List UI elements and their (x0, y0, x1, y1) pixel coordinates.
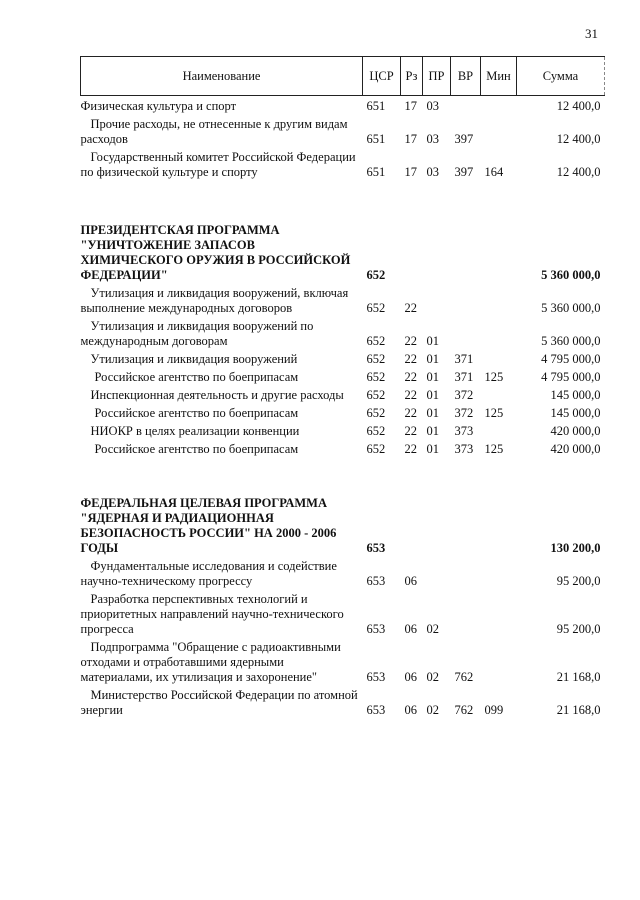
table-row (81, 403, 605, 421)
cell-name: ПРЕЗИДЕНТСКАЯ ПРОГРАММА "УНИЧТОЖЕНИЕ ЗАПАСОВ ХИМИЧЕСКОГО ОРУЖИЯ В РОССИЙСКОЙ ФЕДЕРАЦИИ" (80, 223, 351, 282)
cell-vr: 371 (454, 352, 474, 366)
cell-rz (401, 220, 423, 283)
cell-vr (451, 493, 481, 556)
cell-vr: 762 (454, 703, 474, 717)
cell-pr: 01 (426, 370, 439, 384)
cell-pr: 01 (426, 442, 439, 456)
cell-min: 164 (484, 165, 504, 179)
cell-csr: 653 (366, 703, 386, 717)
cell-min: 125 (484, 370, 504, 384)
cell-pr: 03 (426, 99, 439, 113)
cell-sum: 130 200,0 (550, 541, 601, 555)
cell-name: Российское агентство по боеприпасам (94, 406, 299, 420)
cell-pr (423, 220, 451, 283)
table-row (81, 685, 605, 718)
cell-pr: 01 (426, 388, 439, 402)
cell-min (481, 589, 517, 637)
cell-pr: 02 (426, 622, 439, 636)
cell-rz: 17 (404, 132, 417, 146)
cell-rz: 22 (404, 301, 417, 315)
cell-csr: 651 (366, 99, 386, 113)
cell-csr: 653 (366, 622, 386, 636)
cell-min: 125 (484, 442, 504, 456)
cell-pr (423, 283, 451, 316)
cell-vr (451, 316, 481, 349)
cell-vr: 373 (454, 424, 474, 438)
cell-pr: 01 (426, 352, 439, 366)
header-pr: ПР (423, 57, 451, 96)
cell-rz: 06 (404, 574, 417, 588)
cell-csr: 653 (366, 541, 386, 555)
cell-vr (451, 283, 481, 316)
cell-rz: 22 (404, 388, 417, 402)
cell-sum: 12 400,0 (556, 132, 601, 146)
cell-vr: 372 (454, 388, 474, 402)
cell-csr: 651 (366, 165, 386, 179)
cell-sum: 4 795 000,0 (541, 352, 601, 366)
cell-rz: 22 (404, 406, 417, 420)
cell-vr: 762 (454, 670, 474, 684)
cell-name: ФЕДЕРАЛЬНАЯ ЦЕЛЕВАЯ ПРОГРАММА "ЯДЕРНАЯ И РАДИАЦИОННАЯ БЕЗОПАСНОСТЬ РОССИИ" НА 2000 - 2006 ГОДЫ (80, 496, 337, 555)
table-row (81, 493, 605, 556)
cell-pr (423, 493, 451, 556)
cell-name: Разработка перспективных технологий и приоритетных направлений научно-технического прогресса (80, 592, 344, 636)
cell-pr (423, 556, 451, 589)
table-body (81, 96, 605, 719)
cell-vr (451, 589, 481, 637)
table-row (81, 589, 605, 637)
cell-min (481, 349, 517, 367)
cell-sum: 95 200,0 (556, 574, 601, 588)
cell-csr: 652 (366, 334, 386, 348)
cell-name: Физическая культура и спорт (80, 99, 237, 113)
cell-csr: 652 (366, 301, 386, 315)
header-min: Мин (481, 57, 517, 96)
cell-vr: 397 (454, 132, 474, 146)
cell-min (481, 220, 517, 283)
table-row (81, 556, 605, 589)
cell-vr: 397 (454, 165, 474, 179)
cell-min (481, 421, 517, 439)
table-row (81, 316, 605, 349)
cell-sum: 5 360 000,0 (541, 301, 601, 315)
table-row (81, 283, 605, 316)
cell-vr (451, 556, 481, 589)
cell-pr: 01 (426, 424, 439, 438)
cell-csr: 653 (366, 670, 386, 684)
spacer-cell (81, 457, 605, 493)
cell-pr: 02 (426, 703, 439, 717)
cell-pr: 03 (426, 165, 439, 179)
cell-name: Утилизация и ликвидация вооружений (90, 352, 298, 366)
cell-rz: 17 (404, 165, 417, 179)
cell-rz (401, 493, 423, 556)
cell-sum: 5 360 000,0 (541, 268, 601, 282)
cell-vr: 373 (454, 442, 474, 456)
cell-sum: 420 000,0 (550, 442, 601, 456)
cell-name: Российское агентство по боеприпасам (94, 370, 299, 384)
cell-vr: 372 (454, 406, 474, 420)
cell-name: Утилизация и ликвидация вооружений, включая выполнение международных договоров (80, 286, 349, 315)
cell-pr: 02 (426, 670, 439, 684)
cell-name: Министерство Российской Федерации по атомной энергии (80, 688, 358, 717)
cell-name: НИОКР в целях реализации конвенции (90, 424, 300, 438)
cell-name: Российское агентство по боеприпасам (94, 442, 299, 456)
header-sum: Сумма (517, 57, 605, 96)
cell-rz: 22 (404, 424, 417, 438)
cell-min (481, 316, 517, 349)
cell-min (481, 114, 517, 147)
cell-sum: 145 000,0 (550, 406, 601, 420)
budget-table (80, 56, 605, 718)
cell-sum: 145 000,0 (550, 388, 601, 402)
cell-name: Инспекционная деятельность и другие расходы (90, 388, 344, 402)
cell-sum: 5 360 000,0 (541, 334, 601, 348)
cell-vr (451, 96, 481, 115)
cell-pr: 03 (426, 132, 439, 146)
table-row (81, 220, 605, 283)
cell-rz: 22 (404, 352, 417, 366)
table-header (81, 57, 605, 96)
cell-min (481, 283, 517, 316)
cell-rz: 22 (404, 442, 417, 456)
table-row (81, 96, 605, 115)
cell-rz: 06 (404, 703, 417, 717)
cell-csr: 652 (366, 442, 386, 456)
cell-name: Прочие расходы, не отнесенные к другим видам расходов (80, 117, 348, 146)
cell-sum: 95 200,0 (556, 622, 601, 636)
table-row (81, 637, 605, 685)
cell-min (481, 385, 517, 403)
table-row (81, 385, 605, 403)
header-name: Наименование (81, 57, 363, 96)
cell-rz: 22 (404, 370, 417, 384)
table-row (81, 439, 605, 457)
cell-sum: 21 168,0 (556, 703, 601, 717)
cell-sum: 420 000,0 (550, 424, 601, 438)
cell-csr: 652 (366, 424, 386, 438)
spacer-row (81, 180, 605, 220)
cell-vr: 371 (454, 370, 474, 384)
cell-rz: 06 (404, 670, 417, 684)
spacer-cell (81, 180, 605, 220)
header-csr: ЦСР (363, 57, 401, 96)
cell-name: Фундаментальные исследования и содействие научно-техническому прогрессу (80, 559, 337, 588)
cell-rz: 06 (404, 622, 417, 636)
header-rz: Рз (401, 57, 423, 96)
cell-min: 099 (484, 703, 504, 717)
cell-sum: 21 168,0 (556, 670, 601, 684)
cell-pr: 01 (426, 406, 439, 420)
cell-pr: 01 (426, 334, 439, 348)
table-row (81, 367, 605, 385)
cell-name: Подпрограмма "Обращение с радиоактивными отходами и отработавшими ядерными материалами, их утилизация и захоронение" (80, 640, 341, 684)
cell-sum: 12 400,0 (556, 99, 601, 113)
table-row (81, 421, 605, 439)
cell-min (481, 556, 517, 589)
table-row (81, 349, 605, 367)
cell-name: Государственный комитет Российской Федерации по физической культуре и спорту (80, 150, 356, 179)
cell-csr: 652 (366, 388, 386, 402)
cell-csr: 652 (366, 268, 386, 282)
spacer-row (81, 457, 605, 493)
cell-vr (451, 220, 481, 283)
cell-csr: 653 (366, 574, 386, 588)
cell-csr: 652 (366, 352, 386, 366)
table-row (81, 147, 605, 180)
cell-sum: 12 400,0 (556, 165, 601, 179)
cell-min (481, 96, 517, 115)
cell-rz: 17 (404, 99, 417, 113)
cell-min: 125 (484, 406, 504, 420)
header-vr: ВР (451, 57, 481, 96)
page-number: 31 (585, 26, 598, 41)
cell-csr: 652 (366, 406, 386, 420)
cell-name: Утилизация и ликвидация вооружений по международным договорам (80, 319, 314, 348)
cell-rz: 22 (404, 334, 417, 348)
cell-min (481, 493, 517, 556)
cell-min (481, 637, 517, 685)
cell-csr: 652 (366, 370, 386, 384)
cell-csr: 651 (366, 132, 386, 146)
cell-sum: 4 795 000,0 (541, 370, 601, 384)
table-row (81, 114, 605, 147)
